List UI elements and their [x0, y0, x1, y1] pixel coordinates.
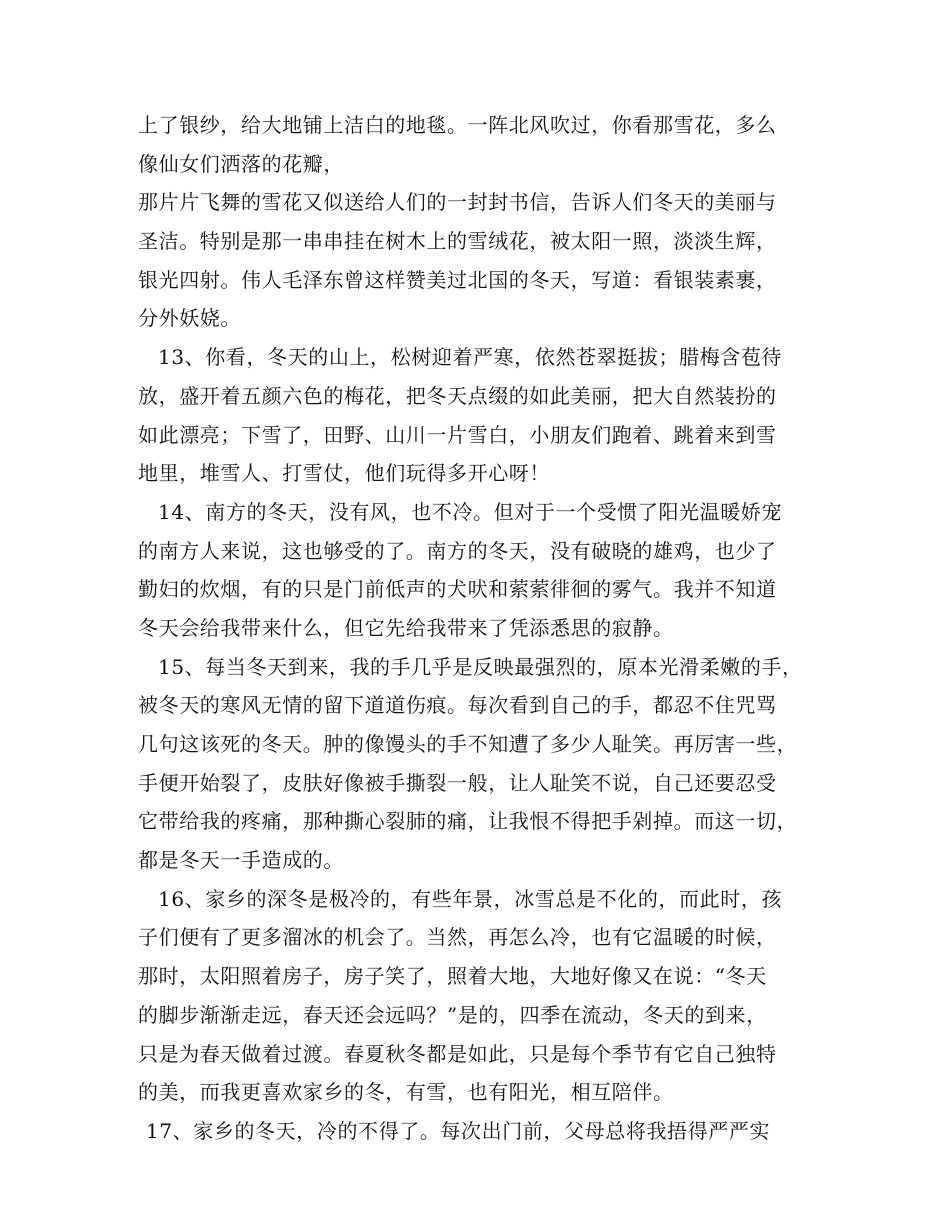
text-line: 手便开始裂了，皮肤好像被手撕裂一般，让人耻笑不说，自己还要忍受 [138, 770, 777, 795]
text-line: 分外妖娆。 [138, 306, 241, 331]
text-line: 的脚步渐渐走远，春天还会远吗？”是的，四季在流动，冬天的到来， [138, 1002, 767, 1027]
text-line: 只是为春天做着过渡。春夏秋冬都是如此，只是每个季节有它自己独特 [138, 1041, 777, 1066]
text-line: 圣洁。特别是那一串串挂在树木上的雪绒花，被太阳一照，淡淡生辉， [138, 229, 777, 254]
text-line: 的美，而我更喜欢家乡的冬，有雪，也有阳光，相互陪伴。 [138, 1080, 674, 1105]
document-body [138, 106, 828, 1151]
paragraph-16-start: 16、家乡的深冬是极冷的，有些年景，冰雪总是不化的，而此时，孩 [158, 886, 783, 911]
text-line: 如此漂亮；下雪了，田野、山川一片雪白，小朋友们跑着、跳着来到雪 [138, 422, 777, 447]
text-line: 放，盛开着五颜六色的梅花，把冬天点缀的如此美丽，把大自然装扮的 [138, 383, 777, 408]
text-line: 上了银纱，给大地铺上洁白的地毯。一阵北风吹过，你看那雪花，多么 [138, 113, 777, 137]
text-line: 像仙女们洒落的花瓣， [138, 151, 344, 176]
paragraph-17-start: 17、家乡的冬天，冷的不得了。每次出门前，父母总将我捂得严严实 [146, 1118, 771, 1143]
text-line: 它带给我的疼痛，那种撕心裂肺的痛，让我恨不得把手剁掉。而这一切， [138, 809, 798, 834]
text-line: 被冬天的寒风无情的留下道道伤痕。每次看到自己的手，都忍不住咒骂 [138, 693, 777, 718]
text-line: 勤妇的炊烟，有的只是门前低声的犬吠和萦萦徘徊的雾气。我并不知道 [138, 577, 777, 602]
paragraph-14-start: 14、南方的冬天，没有风，也不冷。但对于一个受惯了阳光温暖娇宠 [158, 499, 783, 524]
text-line: 冬天会给我带来什么，但它先给我带来了凭添悉思的寂静。 [138, 615, 674, 640]
text-line: 都是冬天一手造成的。 [138, 848, 344, 873]
text-line: 地里，堆雪人、打雪仗，他们玩得多开心呀！ [138, 461, 550, 486]
text-line: 的南方人来说，这也够受的了。南方的冬天，没有破晓的雄鸡，也少了 [138, 538, 777, 563]
text-line: 银光四射。伟人毛泽东曾这样赞美过北国的冬天，写道：看银装素裹， [138, 267, 777, 292]
text-line: 几句这该死的冬天。肿的像馒头的手不知遭了多少人耻笑。再厉害一些， [138, 732, 798, 756]
text-line: 那片片飞舞的雪花又似送给人们的一封封书信，告诉人们冬天的美丽与 [138, 190, 777, 215]
text-line: 子们便有了更多溜冰的机会了。当然，再怎么冷，也有它温暖的时候， [138, 925, 777, 950]
text-line: 那时，太阳照着房子，房子笑了，照着大地，大地好像又在说：“冬天 [138, 964, 767, 989]
paragraph-13-start: 13、你看，冬天的山上，松树迎着严寒，依然苍翠挺拔；腊梅含苞待 [158, 345, 783, 370]
paragraph-15-start: 15、每当冬天到来，我的手几乎是反映最强烈的，原本光滑柔嫩的手， [158, 654, 803, 679]
